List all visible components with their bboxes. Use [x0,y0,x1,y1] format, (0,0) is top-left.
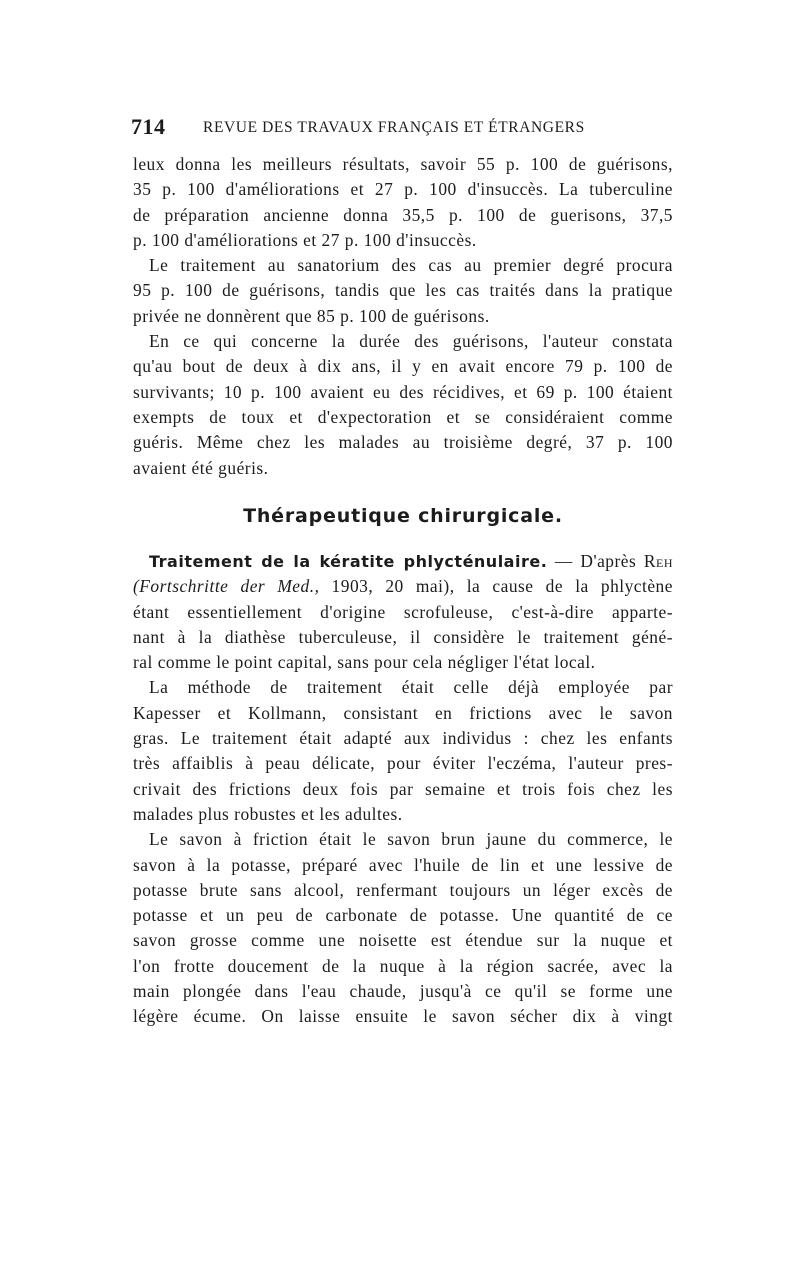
paragraph [133,152,673,253]
text-line: l'on frotte doucement de la nuque à la région sacrée, avec la [133,955,673,976]
text-line: très affaiblis à peau délicate, pour éviter l'eczéma, l'auteur pres- [133,753,673,774]
paragraph [133,827,673,1029]
paragraph [133,549,673,675]
text-line: nant à la diathèse tuberculeuse, il considère le traitement géné- [133,626,673,647]
text-block-bottom [133,549,673,1030]
text-line [133,549,673,574]
text-line: Le savon à friction était le savon brun jaune du commerce, le [149,829,673,850]
text-line: Kapesser et Kollmann, consistant en frictions avec le savon [133,702,673,723]
text-span: — D'après [547,551,644,571]
paragraph [133,329,673,481]
text-line: 95 p. 100 de guérisons, tandis que les cas traités dans la pratique [133,280,673,301]
journal-citation: (Fortschritte der Med., [133,576,320,597]
text-line: malades plus robustes et les adultes. [133,803,403,824]
text-span: 1903, 20 mai), la cause de la phlyctène [319,576,673,597]
text-line: avaient été guéris. [133,457,269,478]
text-line: guéris. Même chez les malades au troisième degré, 37 p. 100 [133,432,673,453]
run-in-heading: Traitement de la kératite phlycténulaire. [149,552,548,571]
text-line: exempts de toux et d'expectoration et se considéraient comme [133,406,673,427]
text-line: 35 p. 100 d'améliorations et 27 p. 100 d'insuccès. La tuberculine [133,179,673,200]
text-line: gras. Le traitement était adapté aux individus : chez les enfants [133,728,673,749]
page-number: 714 [131,114,166,139]
text-line: qu'au bout de deux à dix ans, il y en avait encore 79 p. 100 de [133,356,673,377]
text-line: de préparation ancienne donna 35,5 p. 100 de guerisons, 37,5 [133,204,673,225]
page-header [131,112,676,142]
text-line: En ce qui concerne la durée des guérisons, l'auteur constata [149,331,673,352]
text-block-top [133,152,673,481]
text-line: privée ne donnèrent que 85 p. 100 de guérisons. [133,305,490,326]
text-line: potasse et un peu de carbonate de potasse. Une quantité de ce [133,905,673,926]
text-line: survivants; 10 p. 100 avaient eu des récidives, et 69 p. 100 étaient [133,381,673,402]
text-line: ral comme le point capital, sans pour cela négliger l'état local. [133,652,596,673]
text-line: potasse brute sans alcool, renfermant toujours un léger excès de [133,879,673,900]
text-line: savon grosse comme une noisette est étendue sur la nuque et [133,930,673,951]
paragraph [133,675,673,827]
text-line: crivait des frictions deux fois par semaine et trois fois chez les [133,778,673,799]
author-name: Reh [643,551,673,571]
text-line: La méthode de traitement était celle déjà employée par [149,677,673,698]
paragraph [133,253,673,329]
text-line: main plongée dans l'eau chaude, jusqu'à ce qu'il se forme une [133,981,673,1002]
text-line [133,574,673,599]
text-line: savon à la potasse, préparé avec l'huile de lin et une lessive de [133,854,673,875]
text-line: p. 100 d'améliorations et 27 p. 100 d'insuccès. [133,229,477,250]
text-line: leux donna les meilleurs résultats, savoir 55 p. 100 de guérisons, [133,154,673,174]
section-heading: Thérapeutique chirurgicale. [243,505,563,527]
text-line: Le traitement au sanatorium des cas au premier degré procura [149,255,673,276]
running-title: REVUE DES TRAVAUX FRANÇAIS ET ÉTRANGERS [203,119,585,136]
text-line: légère écume. On laisse ensuite le savon sécher dix à vingt [133,1006,673,1027]
text-line: étant essentiellement d'origine scrofuleuse, c'est-à-dire apparte- [133,601,673,622]
